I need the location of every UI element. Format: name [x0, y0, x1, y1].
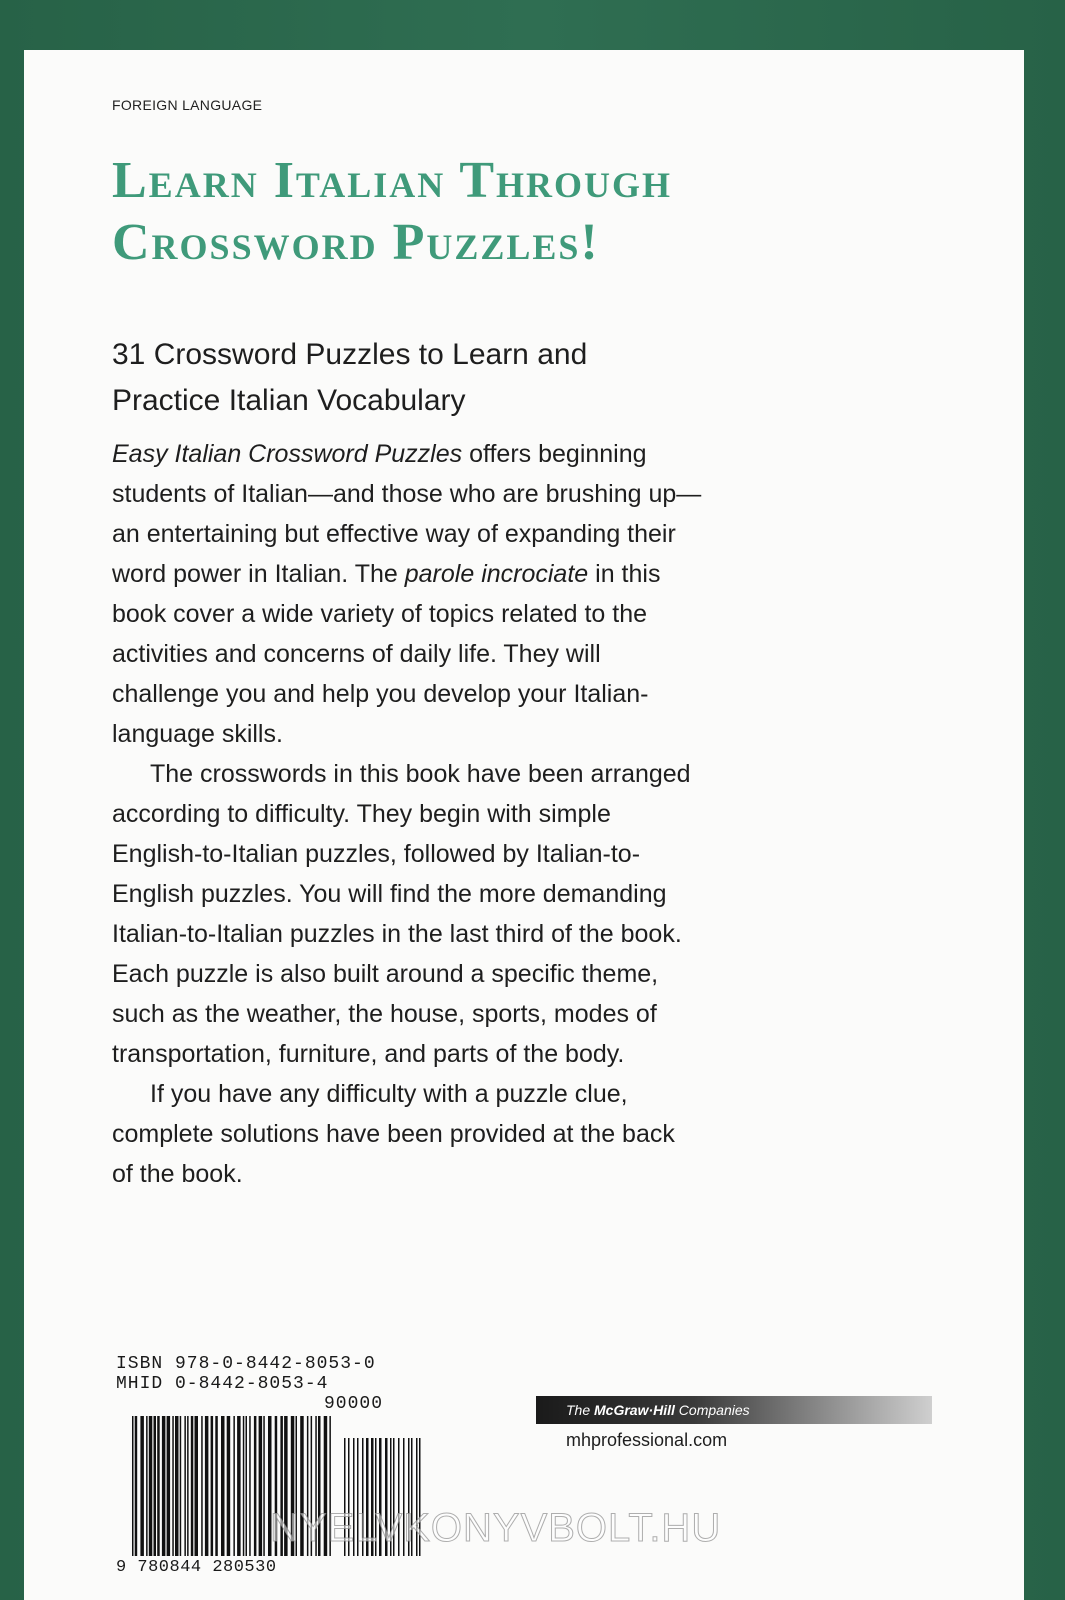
barcode-digits: 9 780844 280530	[116, 1558, 277, 1577]
description-paragraph-2	[112, 754, 882, 1074]
back-cover-panel	[24, 50, 1024, 1600]
text-span: in this	[588, 560, 661, 588]
barcode-bar	[146, 1416, 148, 1556]
barcode-bar	[227, 1416, 231, 1556]
text-line: Each puzzle is also built around a specific theme,	[112, 960, 659, 988]
text-line: Italian-to-Italian puzzles in the last third of the book.	[112, 920, 682, 948]
text-line	[112, 434, 882, 474]
barcode-bar	[140, 1416, 144, 1556]
text-line: book cover a wide variety of topics related to the	[112, 600, 648, 628]
barcode-bar	[191, 1416, 194, 1556]
barcode-bar	[254, 1416, 257, 1556]
barcode-bar	[201, 1416, 203, 1556]
text-line: English puzzles. You will find the more demanding	[112, 880, 667, 908]
description-paragraph-1	[112, 434, 882, 754]
text-line: The crosswords in this book have been arranged	[150, 760, 691, 788]
text-line: activities and concerns of daily life. They will	[112, 640, 601, 668]
text-span: offers beginning	[462, 440, 647, 468]
barcode-bar	[263, 1416, 265, 1556]
text-line: transportation, furniture, and parts of the body.	[112, 1040, 625, 1068]
text-line: such as the weather, the house, sports, modes of	[112, 1000, 657, 1028]
text-span: word power in Italian. The	[112, 560, 405, 588]
publisher-website: mhprofessional.com	[566, 1430, 728, 1450]
description	[112, 434, 882, 1194]
publisher-name: McGraw·Hill	[594, 1402, 675, 1418]
barcode-bar	[249, 1416, 251, 1556]
publisher-logo-bar	[536, 1396, 932, 1424]
barcode-bar	[135, 1416, 138, 1556]
isbn-number: ISBN 978-0-8442-8053-0	[116, 1354, 376, 1374]
barcode-bar	[149, 1416, 153, 1556]
text-line	[112, 554, 882, 594]
book-title: Easy Italian Crossword Puzzles	[112, 440, 463, 468]
headline	[112, 150, 992, 274]
text-line: an entertaining but effective way of expanding their	[112, 520, 676, 548]
barcode-bar	[162, 1416, 166, 1556]
publisher-prefix: The	[566, 1402, 595, 1418]
barcode-bar	[211, 1416, 214, 1556]
subtitle	[112, 332, 812, 424]
text-line: If you have any difficulty with a puzzle clue,	[150, 1080, 628, 1108]
barcode-bar	[221, 1416, 225, 1556]
barcode-bar	[246, 1416, 248, 1556]
text-line: challenge you and help you develop your Italian-	[112, 680, 649, 708]
barcode-bar	[180, 1416, 182, 1556]
barcode-bar	[132, 1416, 134, 1556]
publisher-suffix: Companies	[674, 1402, 750, 1418]
description-paragraph-3	[112, 1074, 882, 1194]
barcode-bar	[154, 1416, 157, 1556]
headline-line-1: Learn Italian Through	[112, 152, 673, 209]
text-line: complete solutions have been provided at the back	[112, 1120, 675, 1148]
barcode-bar	[233, 1416, 235, 1556]
subtitle-line-2: Practice Italian Vocabulary	[112, 384, 466, 417]
barcode-bar	[205, 1416, 209, 1556]
barcode-bar	[167, 1416, 171, 1556]
subtitle-line-1: 31 Crossword Puzzles to Learn and	[112, 338, 588, 371]
mhid-number: MHID 0-8442-8053-4	[116, 1374, 329, 1394]
headline-line-2: Crossword Puzzles!	[112, 214, 600, 271]
text-line: students of Italian—and those who are brushing up—	[112, 480, 702, 508]
text-line: of the book.	[112, 1160, 243, 1188]
text-line: language skills.	[112, 720, 283, 748]
barcode-bar	[172, 1416, 174, 1556]
barcode-bar	[259, 1416, 263, 1556]
barcode-bar	[157, 1416, 160, 1556]
barcode-bar	[175, 1416, 179, 1556]
isbn-block	[116, 1354, 376, 1394]
barcode-bar	[195, 1416, 199, 1556]
italian-phrase: parole incrociate	[404, 560, 589, 588]
price-code: 90000	[324, 1394, 384, 1414]
barcode-bar	[184, 1416, 186, 1556]
watermark-text: NYELVKONYVBOLT.HU	[270, 1506, 722, 1550]
category-label: FOREIGN LANGUAGE	[112, 97, 263, 113]
barcode-bar	[237, 1416, 241, 1556]
barcode-bar	[215, 1416, 218, 1556]
barcode-bar	[187, 1416, 189, 1556]
text-line: English-to-Italian puzzles, followed by Italian-to-	[112, 840, 641, 868]
barcode-bar	[243, 1416, 245, 1556]
text-line: according to difficulty. They begin with simple	[112, 800, 611, 828]
